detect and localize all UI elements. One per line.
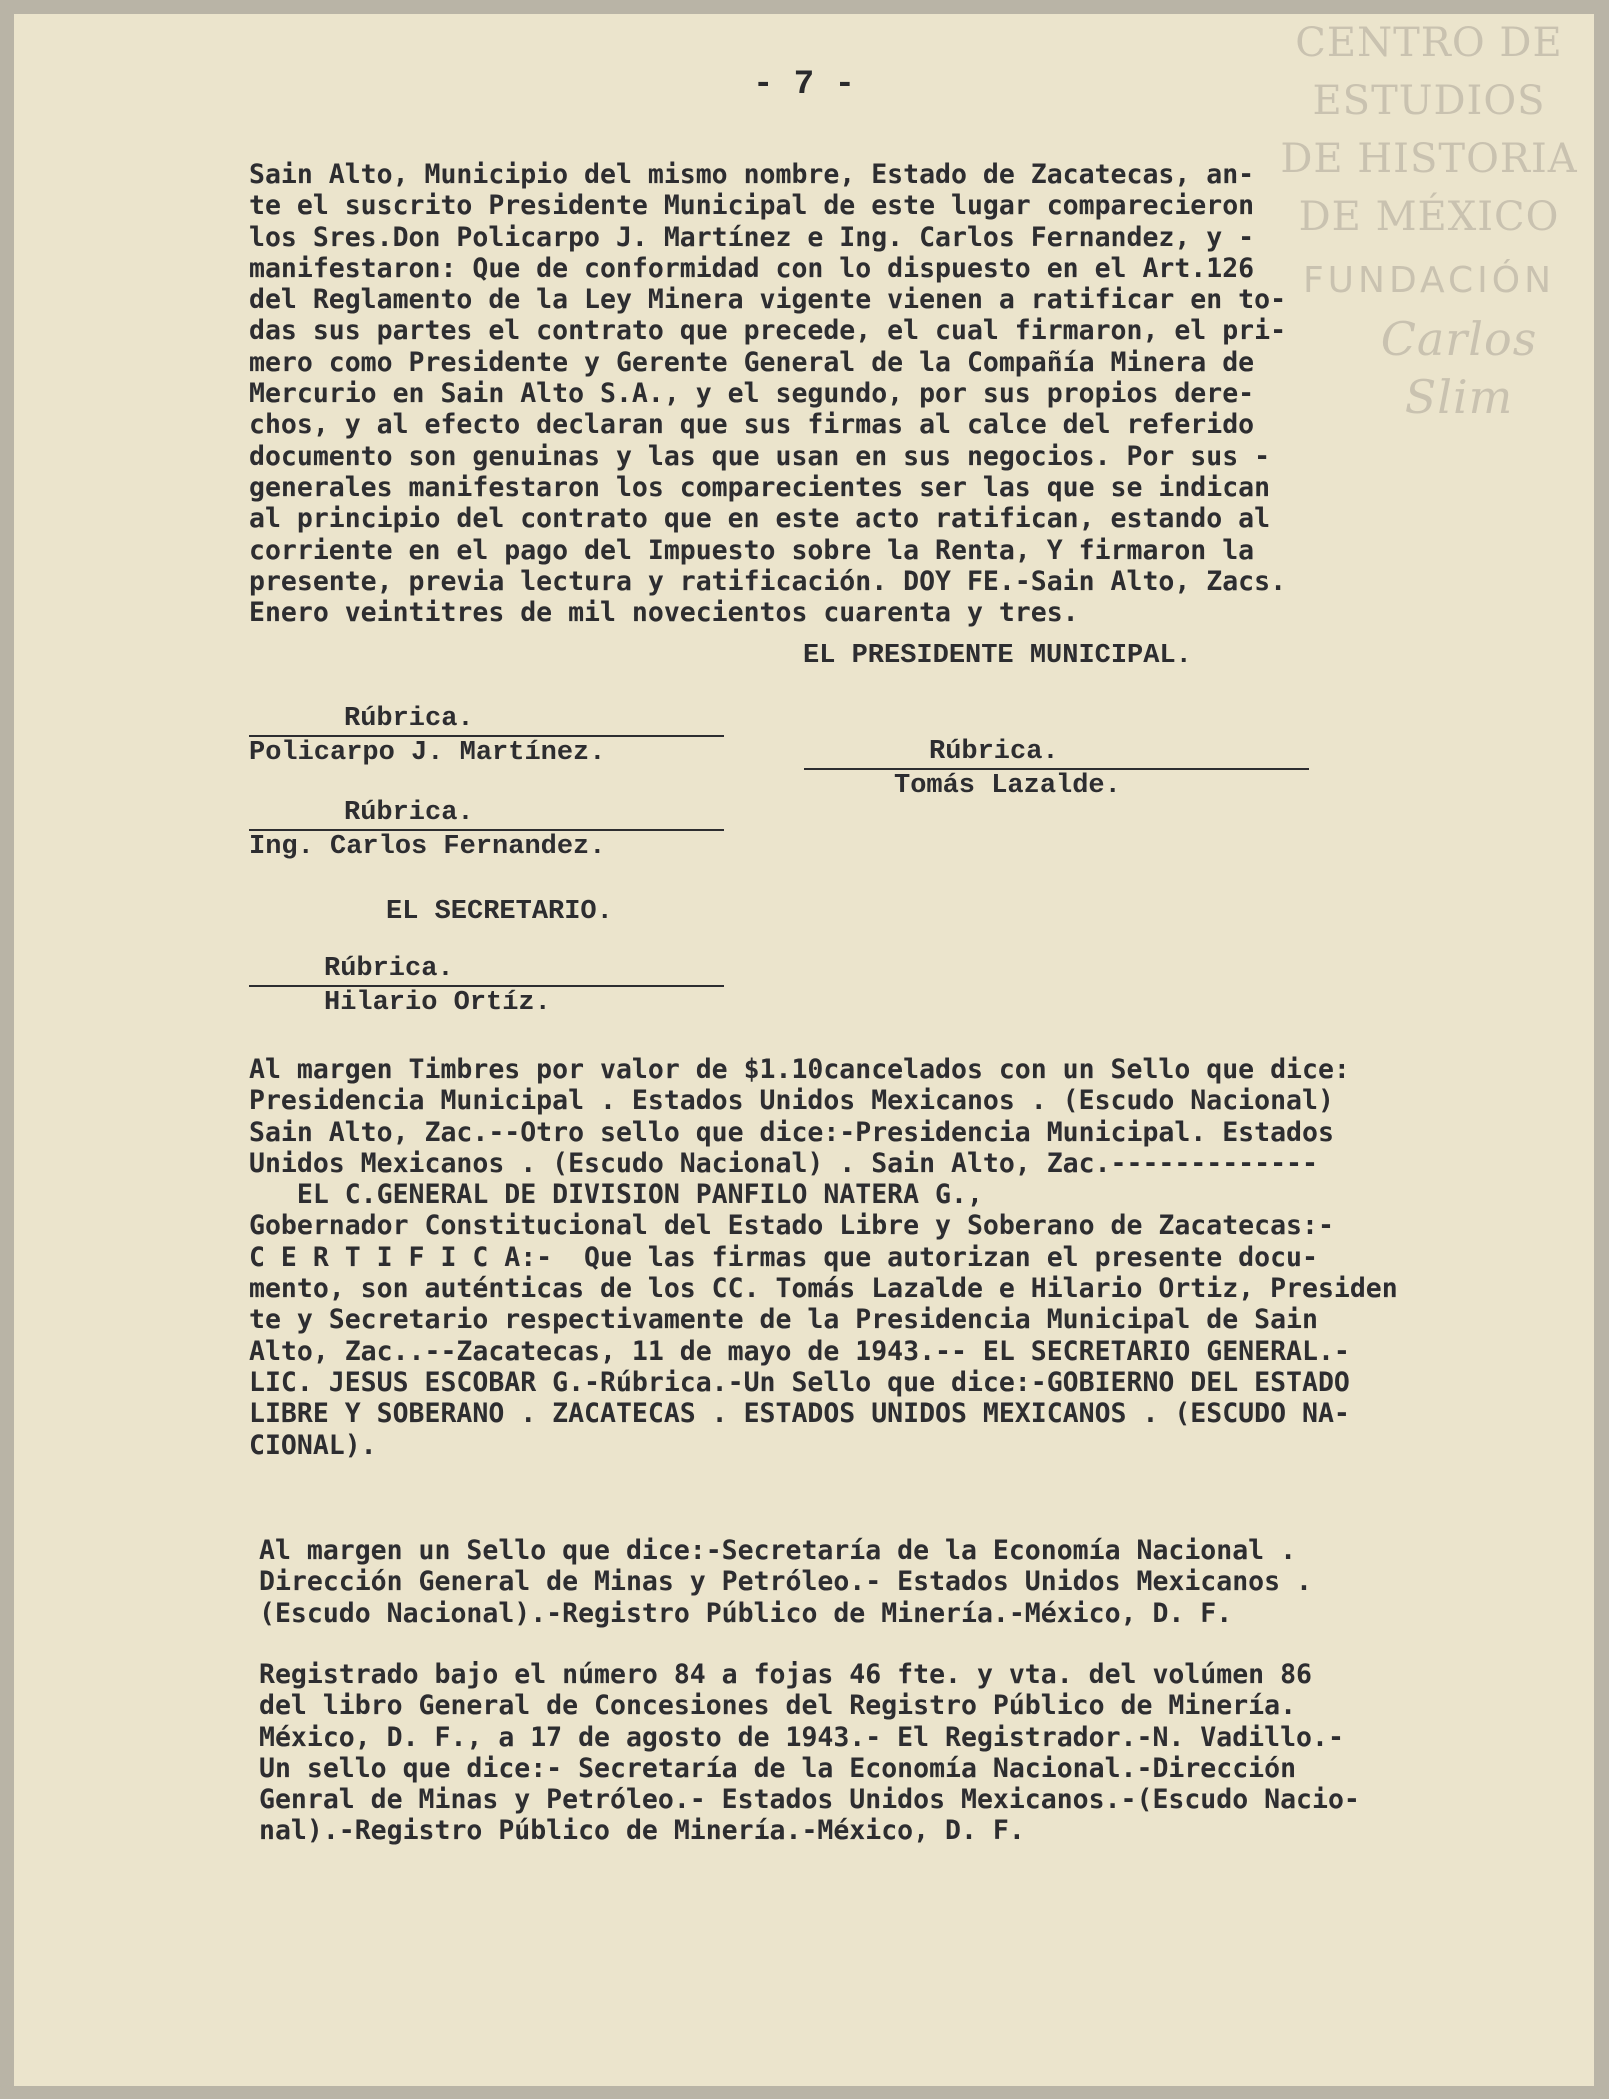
paragraph-ratification: Sain Alto, Municipio del mismo nombre, Estado de Zacatecas, an- te el suscrito Presidente Municipal de este lugar comparecieron los Sres.Don Policarpo J. Martínez e Ing. Carlos Fernandez, y - manifestaron: Que de conformidad con lo dispuesto en el Art.126 del Reglamento de la Ley Minera vigente vienen a ratificar en to- das sus partes el contrato que precede, el cual firmaron, el pri- mero como Presidente y Gerente General de la Compañía Minera de Mercurio en Sain Alto S.A., y el segundo, por sus propios dere- chos, y al efecto declaran que sus firmas al calce del referido documento son genuinas y las que usan en sus negocios. Por sus - generales manifestaron los comparecientes ser las que se indican al principio del contrato que en este acto ratifican, estando al corriente en el pago del Impuesto sobre la Renta, Y firmaron la presente, previa lectura y ratificación. DOY FE.-Sain Alto, Zacs. Enero veintitres de mil novecientos cuarenta y tres. <box>249 159 1287 629</box>
paragraph-certification: Al margen Timbres por valor de $1.10cancelados con un Sello que dice: Presidencia Municipal . Estados Unidos Mexicanos . (Escudo Nacional) Sain Alto, Zac.--Otro sello que dice:-Presidencia Municipal. Estados Unidos Mexicanos . (Escudo Nacional) . Sain Alto, Zac.------------- EL C.GENERAL DE DIVISION PANFILO NATERA G., Gobernador Constitucional del Estado Libre y Soberano de Zacatecas:- C E R T I F I C A:- Que las firmas que autorizan el presente docu- mento, son auténticas de los CC. Tomás Lazalde e Hilario Ortiz, Presiden te y Secretario respectivamente de la Presidencia Municipal de Sain Alto, Zac..--Zacatecas, 11 de mayo de 1943.-- EL SECRETARIO GENERAL.- LIC. JESUS ESCOBAR G.-Rúbrica.-Un Sello que dice:-GOBIERNO DEL ESTADO LIBRE Y SOBERANO . ZACATECAS . ESTADOS UNIDOS MEXICANOS . (ESCUDO NA- CIONAL). <box>249 1054 1398 1461</box>
signer-name: Policarpo J. Martínez. <box>249 738 606 768</box>
rubrica-mark: Rúbrica. <box>804 737 1309 770</box>
signature-tomas <box>804 737 1309 803</box>
rubrica-mark: Rúbrica. <box>249 954 724 987</box>
watermark-line: DE HISTORIA <box>1280 136 1578 182</box>
document-page <box>14 14 1594 2086</box>
watermark-signature: Carlos Slim <box>1380 312 1538 424</box>
paragraph-registry: Registrado bajo el número 84 a fojas 46 fte. y vta. del volúmen 86 del libro General de Concesiones del Registro Público de Minería. México, D. F., a 17 de agosto de 1943.- El Registrador.-N. Vadillo.- Un sello que dice:- Secretaría de la Economía Nacional.-Dirección Genral de Minas y Petróleo.- Estados Unidos Mexicanos.-(Escudo Nacio- nal).-Registro Público de Minería.-México, D. F. <box>259 1659 1360 1847</box>
signer-name: Ing. Carlos Fernandez. <box>249 832 606 862</box>
watermark-line: ESTUDIOS <box>1312 78 1546 124</box>
signature-carlos <box>249 798 724 864</box>
paragraph-seal: Al margen un Sello que dice:-Secretaría de la Economía Nacional . Dirección General de Minas y Petróleo.- Estados Unidos Mexicanos . (Escudo Nacional).-Registro Público de Minería.-México, D. F. <box>259 1535 1312 1629</box>
signature-policarpo <box>249 704 724 770</box>
signature-hilario <box>249 954 724 1020</box>
rubrica-mark: Rúbrica. <box>249 704 724 737</box>
watermark-line: FUNDACIÓN <box>1302 260 1556 301</box>
watermark-line: CENTRO DE <box>1295 20 1563 66</box>
watermark-line: DE MÉXICO <box>1298 194 1560 240</box>
page-number: - 7 - <box>752 66 856 104</box>
signer-name: Tomás Lazalde. <box>894 771 1121 801</box>
secretary-title: EL SECRETARIO. <box>386 897 613 927</box>
rubrica-mark: Rúbrica. <box>249 798 724 831</box>
president-title: EL PRESIDENTE MUNICIPAL. <box>803 641 1192 671</box>
signer-name: Hilario Ortíz. <box>324 988 551 1018</box>
